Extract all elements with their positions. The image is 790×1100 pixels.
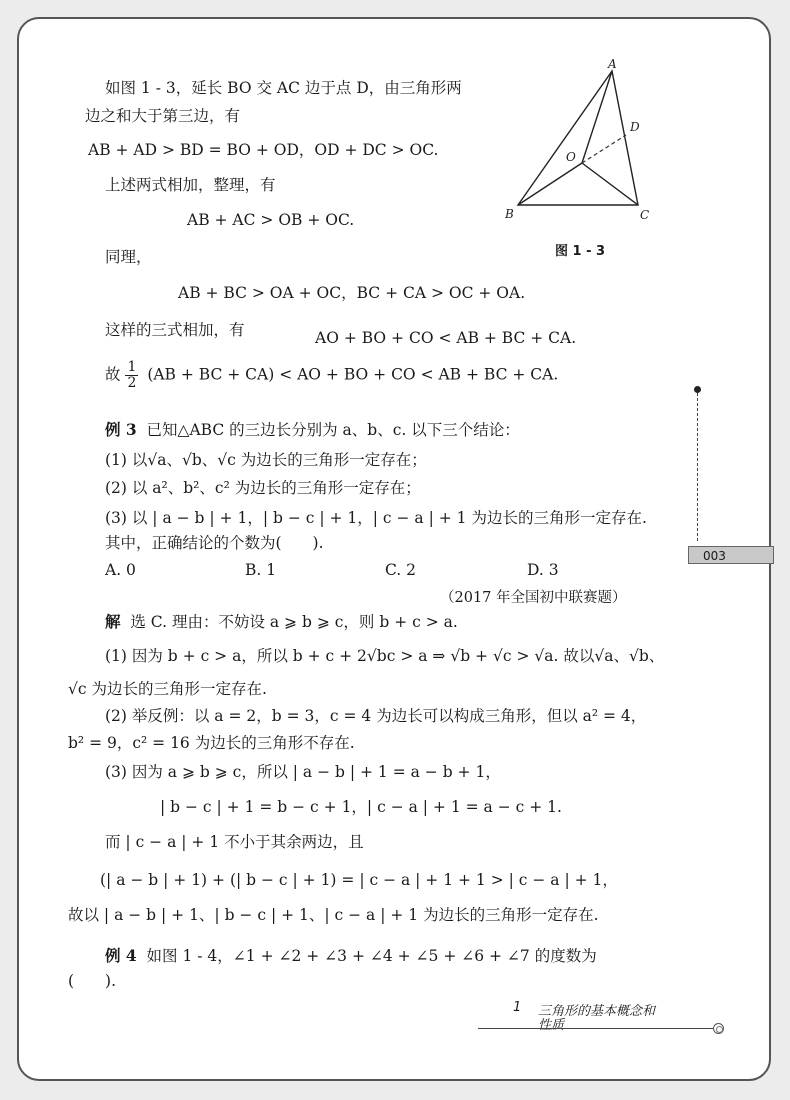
text-line-8: 这样的三式相加，有	[105, 321, 245, 339]
solution-line-4: (2) 举反例：以 a = 2，b = 3，c = 4 为边长可以构成三角形，但以 a² = 4，	[105, 707, 647, 725]
solution-line-10: 故以 | a − b | + 1、| b − c | + 1、| c − a | + 1 为边长的三角形一定存在.	[68, 906, 599, 924]
option-d: D. 3	[527, 561, 559, 579]
text-line-1: 如图 1 - 3，延长 BO 交 AC 边于点 D，由三角形两	[105, 79, 462, 97]
example-3-label: 例 3	[105, 420, 137, 439]
segment-bo	[518, 163, 582, 205]
solution-line-6: (3) 因为 a ⩾ b ⩾ c，所以 | a − b | + 1 = a − b + 1，	[105, 763, 501, 781]
solution-line-9: (| a − b | + 1) + (| b − c | + 1) = | c − a | + 1 + 1 > | c − a | + 1，	[100, 871, 618, 889]
solution-line-8: 而 | c − a | + 1 不小于其余两边，且	[105, 833, 364, 851]
solution-label: 解	[105, 612, 121, 631]
formula-line-5: AB + AC > OB + OC.	[187, 211, 355, 229]
text-line-6: 同理，	[105, 248, 152, 266]
segment-od-dashed	[582, 135, 626, 163]
page-number-tab: 003	[688, 546, 774, 564]
example-3-claim-1: (1) 以√a、√b、√c 为边长的三角形一定存在；	[105, 451, 427, 469]
example-4-stem: 例 4 如图 1 - 4，∠1 + ∠2 + ∠3 + ∠4 + ∠5 + ∠6 + ∠7 的度数为	[105, 946, 597, 965]
solution-line-5: b² = 9，c² = 16 为边长的三角形不存在.	[68, 734, 355, 752]
option-b: B. 1	[245, 561, 277, 579]
footer-chapter-number: 1	[513, 1000, 522, 1015]
text-gu: 故	[105, 365, 121, 384]
formula-line-9: AO + BO + CO < AB + BC + CA.	[315, 329, 577, 347]
triangle-abc	[518, 71, 638, 205]
segment-co	[582, 163, 638, 205]
vertex-label-c: C	[640, 208, 650, 222]
vertex-label-o: O	[566, 150, 576, 164]
footer-chapter-title-1: 三角形的基本概念和	[538, 1004, 656, 1019]
formula-line-7: AB + BC > OA + OC，BC + CA > OC + OA.	[178, 284, 526, 302]
footer-chapter-title-2: 性质	[538, 1018, 565, 1033]
example-3-claim-2: (2) 以 a²、b²、c² 为边长的三角形一定存在；	[105, 479, 421, 497]
source-citation: （2017 年全国初中联赛题）	[440, 590, 627, 606]
vertex-label-b: B	[505, 207, 514, 221]
solution-line-3: √c 为边长的三角形一定存在.	[68, 680, 267, 698]
inequality-chain: (AB + BC + CA) < AO + BO + CO < AB + BC + CA.	[147, 365, 559, 384]
formula-line-3: AB + AD > BD = BO + OD，OD + DC > OC.	[88, 141, 439, 159]
example-4-blank: ( ).	[68, 972, 117, 990]
text-line-2: 边之和大于第三边，有	[85, 107, 241, 125]
solution-intro: 解 选 C. 理由：不妨设 a ⩾ b ⩾ c，则 b + c > a.	[105, 612, 458, 631]
fraction-half: $\frac{1}{2}$	[127, 359, 137, 391]
segment-ao	[582, 71, 612, 163]
margin-dot	[694, 386, 701, 393]
solution-line-2: (1) 因为 b + c > a，所以 b + c + 2√bc > a ⇒ √b + √c > √a. 故以√a、√b、	[105, 647, 665, 665]
triangle-figure	[500, 55, 660, 225]
text-line-4: 上述两式相加，整理，有	[105, 176, 276, 194]
footer-rule	[478, 1028, 718, 1029]
example-3-question: 其中，正确结论的个数为( ).	[105, 534, 324, 552]
option-c: C. 2	[385, 561, 417, 579]
example-4-label: 例 4	[105, 946, 137, 965]
example-3-claim-3: (3) 以 | a − b | + 1，| b − c | + 1，| c − a | + 1 为边长的三角形一定存在.	[105, 509, 647, 527]
formula-line-10	[105, 360, 558, 391]
example-3-stem: 例 3 已知△ABC 的三边长分别为 a、b、c. 以下三个结论：	[105, 420, 520, 439]
vertex-label-a: A	[608, 57, 617, 71]
figure-caption: 图 1 - 3	[555, 244, 606, 259]
solution-line-7: | b − c | + 1 = b − c + 1，| c − a | + 1 = a − c + 1.	[160, 798, 562, 816]
vertex-label-d: D	[630, 120, 640, 134]
margin-dashed-line	[697, 393, 698, 541]
option-a: A. 0	[105, 561, 136, 579]
footer-ornament	[713, 1023, 724, 1034]
